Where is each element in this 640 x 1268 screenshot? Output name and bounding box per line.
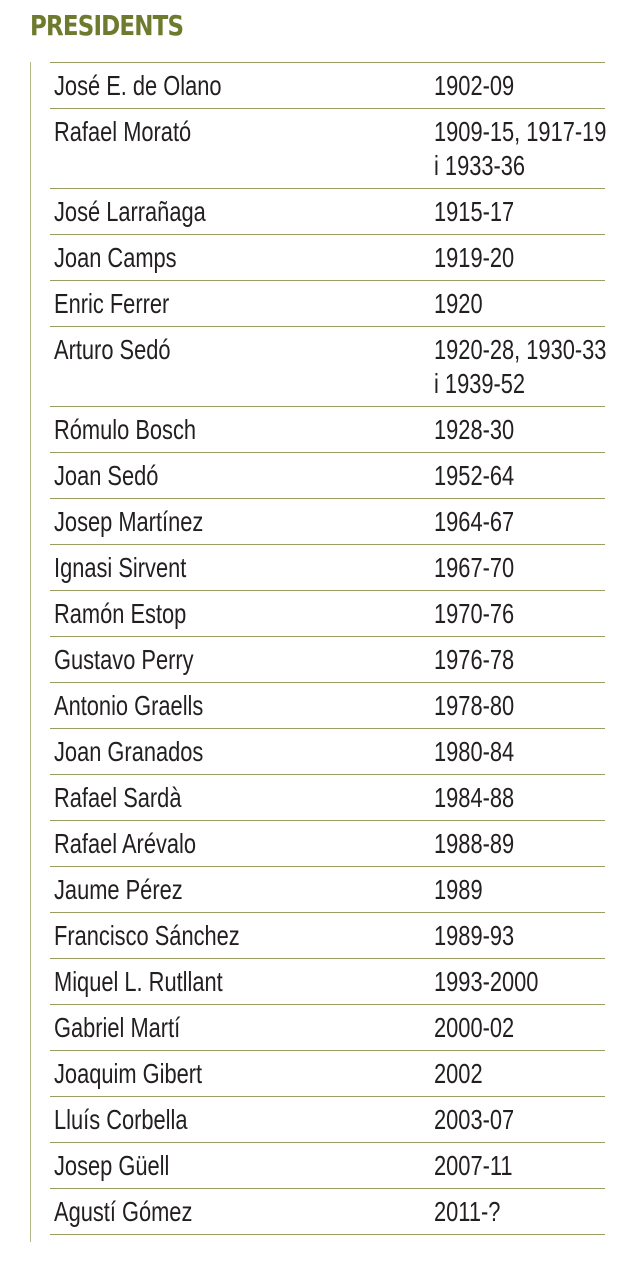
president-name: Rafael Morató (54, 116, 192, 147)
term-years-line: 1915-17 (434, 196, 515, 227)
term-years-line: i 1933-36 (434, 150, 526, 181)
term-years (434, 505, 567, 539)
term-years-cell (434, 597, 605, 631)
table-row (50, 729, 605, 775)
term-years-line: i 1939-52 (434, 368, 526, 399)
term-years-line: 1919-20 (434, 242, 515, 273)
term-years-line: 2000-02 (434, 1012, 515, 1043)
term-years (434, 1149, 567, 1183)
term-years-cell (434, 241, 605, 275)
president-name: Gustavo Perry (54, 644, 194, 675)
president-name-cell (50, 1011, 434, 1045)
president-name: Antonio Graells (54, 690, 204, 721)
term-years (434, 287, 567, 321)
president-name: José Larrañaga (54, 196, 206, 227)
term-years (434, 827, 567, 861)
term-years-cell (434, 551, 605, 585)
term-years-cell (434, 195, 605, 229)
president-name-cell (50, 333, 434, 401)
table-row (50, 109, 605, 189)
president-name: Joan Sedó (54, 460, 159, 491)
president-name: Josep Güell (54, 1150, 170, 1181)
term-years-line: 1989 (434, 874, 483, 905)
term-years-cell (434, 643, 605, 677)
president-name-cell (50, 115, 434, 183)
term-years (434, 735, 567, 769)
term-years (434, 965, 567, 999)
term-years (434, 333, 607, 401)
president-name-cell (50, 919, 434, 953)
term-years (434, 1011, 567, 1045)
president-name-cell (50, 1103, 434, 1137)
president-name: Arturo Sedó (54, 334, 171, 365)
term-years (434, 781, 567, 815)
table-row (50, 591, 605, 637)
president-name-cell (50, 241, 434, 275)
table-row (50, 683, 605, 729)
term-years (434, 551, 567, 585)
table-row (50, 1051, 605, 1097)
table-row (50, 235, 605, 281)
term-years-cell (434, 1103, 605, 1137)
president-name-cell (50, 689, 434, 723)
term-years-cell (434, 919, 605, 953)
term-years-line: 1928-30 (434, 414, 515, 445)
term-years (434, 919, 567, 953)
term-years-cell (434, 1149, 605, 1183)
term-years-cell (434, 69, 605, 103)
term-years (434, 1103, 567, 1137)
left-rule (30, 62, 31, 1242)
table-row (50, 1005, 605, 1051)
table-row (50, 545, 605, 591)
term-years-line: 2002 (434, 1058, 483, 1089)
president-name-cell (50, 505, 434, 539)
president-name-cell (50, 459, 434, 493)
term-years-cell (434, 115, 605, 183)
president-name: Joaquim Gibert (54, 1058, 203, 1089)
president-name-cell (50, 287, 434, 321)
president-name-cell (50, 873, 434, 907)
president-name-cell (50, 965, 434, 999)
president-name: Rómulo Bosch (54, 414, 197, 445)
table-row (50, 63, 605, 109)
president-name: Francisco Sánchez (54, 920, 240, 951)
table-row (50, 821, 605, 867)
term-years (434, 1195, 567, 1229)
president-name: Gabriel Martí (54, 1012, 181, 1043)
term-years-line: 1976-78 (434, 644, 515, 675)
president-name: Ramón Estop (54, 598, 187, 629)
term-years-line: 1952-64 (434, 460, 515, 491)
term-years-cell (434, 287, 605, 321)
president-name-cell (50, 643, 434, 677)
president-name-cell (50, 413, 434, 447)
term-years-cell (434, 873, 605, 907)
term-years-cell (434, 781, 605, 815)
table-row (50, 407, 605, 453)
term-years-line: 1984-88 (434, 782, 515, 813)
term-years (434, 689, 567, 723)
table-row (50, 281, 605, 327)
term-years-cell (434, 413, 605, 447)
president-name: Ignasi Sirvent (54, 552, 187, 583)
term-years-line: 2003-07 (434, 1104, 515, 1135)
president-name-cell (50, 551, 434, 585)
president-name: Rafael Sardà (54, 782, 182, 813)
term-years-line: 1993-2000 (434, 966, 539, 997)
term-years-cell (434, 459, 605, 493)
table-row (50, 867, 605, 913)
president-name: Agustí Gómez (54, 1196, 193, 1227)
term-years-line: 1978-80 (434, 690, 515, 721)
president-name-cell (50, 69, 434, 103)
term-years-line: 1902-09 (434, 70, 515, 101)
term-years-line: 1980-84 (434, 736, 515, 767)
table-row (50, 637, 605, 683)
term-years (434, 69, 567, 103)
president-name-cell (50, 597, 434, 631)
table-row (50, 1189, 605, 1235)
page-title: PRESIDENTS (30, 9, 184, 42)
president-name-cell (50, 781, 434, 815)
table-row (50, 1143, 605, 1189)
term-years-line: 1964-67 (434, 506, 515, 537)
term-years-line: 1970-76 (434, 598, 515, 629)
term-years-line: 2007-11 (434, 1150, 513, 1181)
term-years-cell (434, 505, 605, 539)
table-row (50, 453, 605, 499)
term-years-cell (434, 689, 605, 723)
term-years-line: 1909-15, 1917-19 (434, 116, 607, 147)
table-row (50, 959, 605, 1005)
president-name: Enric Ferrer (54, 288, 170, 319)
term-years-line: 2011-? (434, 1196, 501, 1227)
president-name: Lluís Corbella (54, 1104, 188, 1135)
president-name-cell (50, 735, 434, 769)
term-years-cell (434, 965, 605, 999)
president-name: José E. de Olano (54, 70, 222, 101)
president-name-cell (50, 1149, 434, 1183)
table-row (50, 1097, 605, 1143)
term-years (434, 1057, 567, 1091)
term-years-line: 1920 (434, 288, 483, 319)
table-row (50, 189, 605, 235)
president-name-cell (50, 827, 434, 861)
term-years-cell (434, 1011, 605, 1045)
table-row (50, 913, 605, 959)
president-name: Joan Camps (54, 242, 177, 273)
term-years (434, 459, 567, 493)
term-years (434, 241, 567, 275)
term-years-cell (434, 1057, 605, 1091)
term-years-line: 1989-93 (434, 920, 515, 951)
term-years-cell (434, 827, 605, 861)
table-row (50, 775, 605, 821)
president-name: Jaume Pérez (54, 874, 183, 905)
president-name: Rafael Arévalo (54, 828, 197, 859)
term-years (434, 873, 567, 907)
presidents-table (50, 62, 605, 1235)
president-name: Josep Martínez (54, 506, 204, 537)
president-name-cell (50, 1195, 434, 1229)
table-row (50, 327, 605, 407)
term-years-line: 1967-70 (434, 552, 515, 583)
term-years (434, 597, 567, 631)
president-name-cell (50, 1057, 434, 1091)
term-years-line: 1988-89 (434, 828, 515, 859)
term-years-cell (434, 735, 605, 769)
table-row (50, 499, 605, 545)
term-years-cell (434, 333, 605, 401)
president-name-cell (50, 195, 434, 229)
term-years (434, 115, 607, 183)
term-years-cell (434, 1195, 605, 1229)
term-years (434, 643, 567, 677)
term-years (434, 413, 567, 447)
term-years (434, 195, 567, 229)
term-years-line: 1920-28, 1930-33 (434, 334, 607, 365)
president-name: Joan Granados (54, 736, 204, 767)
president-name: Miquel L. Rutllant (54, 966, 223, 997)
